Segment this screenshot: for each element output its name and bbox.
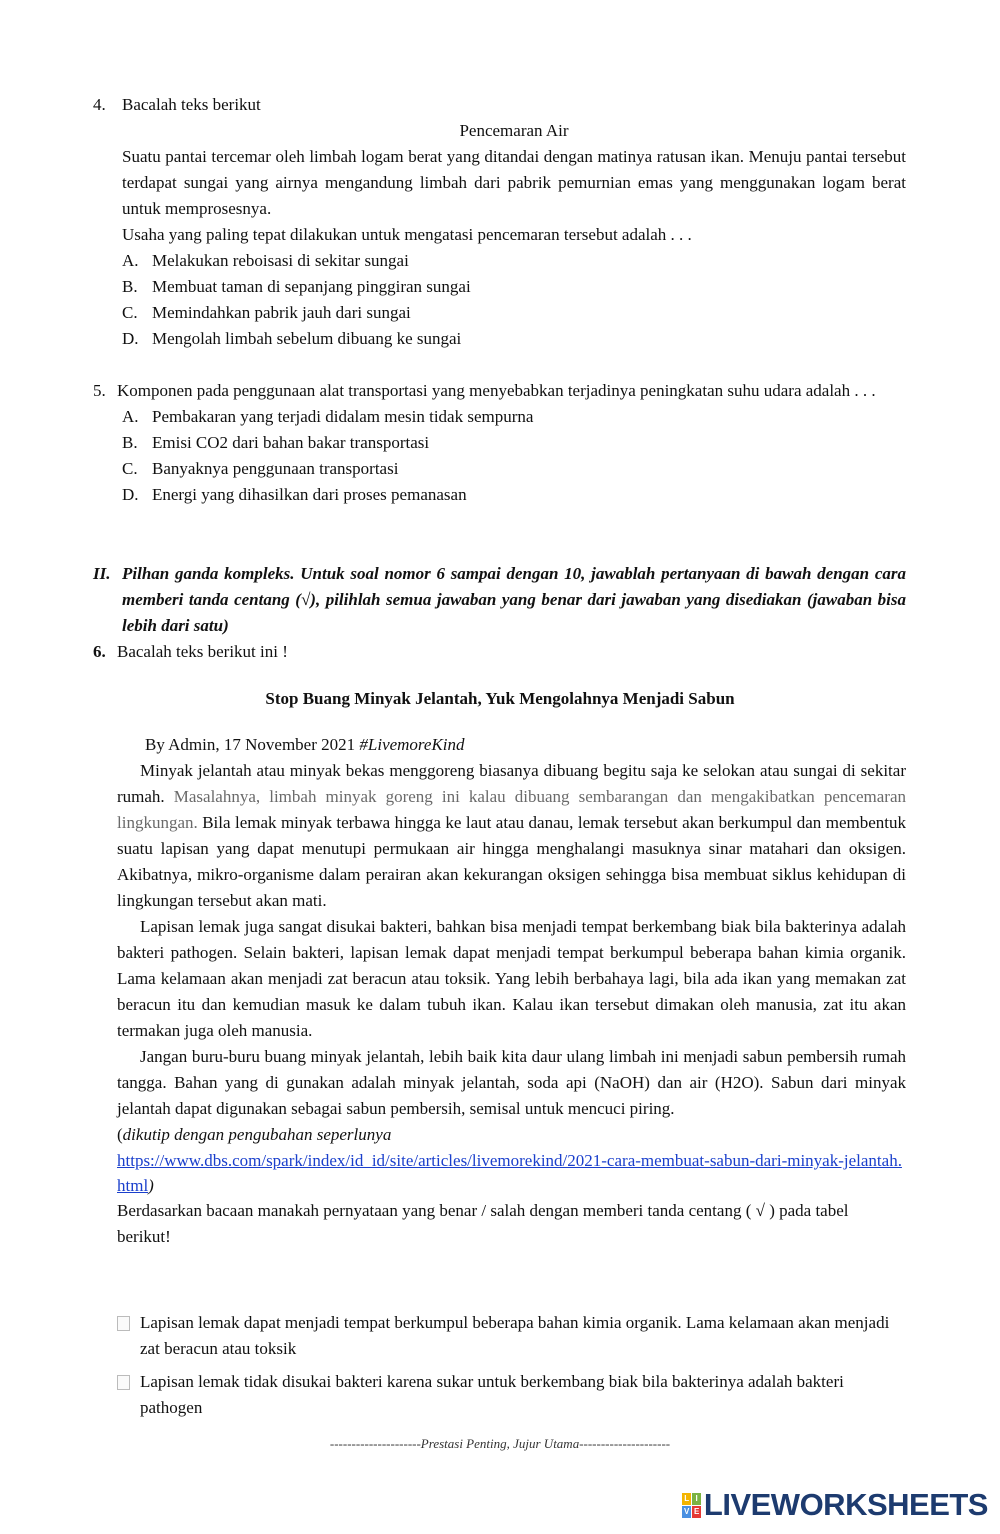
- option-text: Energi yang dihasilkan dari proses pemanasan: [152, 485, 467, 504]
- statement-text: Lapisan lemak tidak disukai bakteri karena sukar untuk berkembang biak bila bakterinya adalah bakteri pathogen: [140, 1372, 844, 1417]
- source-note: [117, 1122, 906, 1148]
- statement-list: [0, 1310, 1000, 1421]
- checkbox[interactable]: [117, 1316, 130, 1331]
- option-letter: B.: [122, 433, 138, 452]
- passage-text: Suatu pantai tercemar oleh limbah logam berat yang ditandai dengan matinya ratusan ikan. Menuju pantai tersebut terdapat sungai yang airnya mengandung limbah dari pabrik pemurnian emas yang menggunakan logam berat untuk memprosesnya.: [122, 147, 906, 218]
- footer-motto: ---------------------Prestasi Penting, Jujur Utama---------------------: [329, 1436, 671, 1451]
- question-text: Usaha yang paling tepat dilakukan untuk mengatasi pencemaran tersebut adalah . . .: [122, 225, 692, 244]
- source-link-row: [117, 1148, 906, 1198]
- option-letter: A.: [122, 407, 139, 426]
- liveworksheets-logo: [682, 1487, 988, 1522]
- option-b: [122, 430, 1000, 456]
- option-d: [122, 482, 1000, 508]
- paren: ): [148, 1176, 154, 1195]
- option-letter: D.: [122, 329, 139, 348]
- statement-text: Lapisan lemak dapat menjadi tempat berkumpul beberapa bahan kimia organik. Lama kelamaan akan menjadi zat beracun atau toksik: [140, 1313, 890, 1358]
- source-link[interactable]: https://www.dbs.com/spark/index/id_id/site/articles/livemorekind/2021-cara-membuat-sabun-dari-minyak-jelantah.html: [117, 1151, 902, 1195]
- option-letter: D.: [122, 485, 139, 504]
- option-text: Melakukan reboisasi di sekitar sungai: [152, 251, 409, 270]
- section-number: II.: [93, 564, 111, 583]
- paragraph-text-grey: Masalahnya, limbah minyak goreng ini kalau dibuang sembarangan dan mengakibatkan pencemaran lingkungan.: [117, 787, 906, 832]
- paragraph-3: Jangan buru-buru buang minyak jelantah, lebih baik kita daur ulang limbah ini menjadi sabun pembersih rumah tangga. Bahan yang di gunakan adalah minyak jelantah, soda api (NaOH) dan air (H2O). Sabun dari minyak jelantah dapat digunakan sebagai sabun pembersih, semisal untuk mencuci piring.: [117, 1047, 906, 1118]
- section-instructions: Pilhan ganda kompleks. Untuk soal nomor 6 sampai dengan 10, jawablah pertanyaan di bawah dengan cara memberi tanda centang (√), pilihlah semua jawaban yang benar dari jawaban yang disediakan (jawaban bisa lebih dari satu): [122, 564, 906, 635]
- option-letter: B.: [122, 277, 138, 296]
- question-instruction: Bacalah teks berikut: [122, 95, 261, 114]
- article-body: [0, 758, 1000, 1250]
- question-instruction: Bacalah teks berikut ini !: [117, 642, 288, 661]
- passage-title: Pencemaran Air: [459, 121, 569, 140]
- option-text: Membuat taman di sepanjang pinggiran sungai: [152, 277, 471, 296]
- option-letter: C.: [122, 303, 138, 322]
- option-letter: A.: [122, 251, 139, 270]
- option-text: Memindahkan pabrik jauh dari sungai: [152, 303, 411, 322]
- question-number: 5.: [93, 381, 106, 400]
- option-text: Pembakaran yang terjadi didalam mesin tidak sempurna: [152, 407, 534, 426]
- byline-tag: #LivemoreKind: [359, 735, 465, 754]
- article-title: [0, 686, 1000, 712]
- paren: (: [117, 1125, 123, 1144]
- option-text: Emisi CO2 dari bahan bakar transportasi: [152, 433, 430, 452]
- option-c: [122, 300, 1000, 326]
- option-a: [122, 404, 1000, 430]
- paragraph-2: Lapisan lemak juga sangat disukai bakteri, bahkan bisa menjadi tempat berkembang biak bila bakterinya adalah bakteri pathogen. Selain bakteri, lapisan lemak dapat menjadi tempat berkumpul beberapa bahan kimia organik. Lama kelamaan akan menjadi zat beracun atau toksik. Yang lebih berbahaya lagi, bila ada ikan yang memakan zat beracun itu dan kemudian masuk ke dalam tubuh ikan. Kalau ikan tersebut dimakan oleh manusia, zat itu akan termakan juga oleh manusia.: [117, 917, 906, 1040]
- question-4: [0, 92, 1000, 352]
- question-text: Komponen pada penggunaan alat transportasi yang menyebabkan terjadinya peningkatan suhu udara adalah . . .: [117, 381, 876, 400]
- question-number: 6.: [93, 642, 106, 661]
- logo-text: LIVEWORKSHEETS: [703, 1487, 988, 1522]
- option-letter: C.: [122, 459, 138, 478]
- byline: [0, 732, 1000, 758]
- option-a: [122, 248, 1000, 274]
- question-number: 4.: [93, 95, 106, 114]
- question-5: [0, 378, 1000, 508]
- statement-prompt: Berdasarkan bacaan manakah pernyataan yang benar / salah dengan memberi tanda centang ( √ ) pada tabel berikut!: [117, 1201, 849, 1246]
- statement-item: [117, 1310, 906, 1362]
- paragraph-text: Minyak jelantah atau minyak bekas menggoreng biasanya dibuang begitu saja ke selokan atau sungai di sekitar rumah.: [117, 761, 906, 806]
- option-d: [122, 326, 1000, 352]
- statement-item: [117, 1369, 906, 1421]
- checkbox[interactable]: [117, 1375, 130, 1390]
- option-b: [122, 274, 1000, 300]
- option-c: [122, 456, 1000, 482]
- paragraph-text: Bila lemak minyak terbawa hingga ke laut atau danau, lemak tersebut akan berkumpul dan membentuk suatu lapisan yang dapat menutupi permukaan air hingga menghalangi masuknya sinar matahari dan oksigen. Akibatnya, mikro-organisme dalam perairan akan kekurangan oksigen sehingga bisa membuat siklus kehidupan di lingkungan tersebut akan mati.: [117, 813, 906, 910]
- section-2: [0, 561, 1000, 665]
- option-text: Mengolah limbah sebelum dibuang ke sungai: [152, 329, 462, 348]
- option-text: Banyaknya penggunaan transportasi: [152, 459, 399, 478]
- paragraph-1: [117, 758, 906, 914]
- article-title-text: Stop Buang Minyak Jelantah, Yuk Mengolahnya Menjadi Sabun: [265, 689, 735, 708]
- logo-tiles-icon: L I V E: [682, 1493, 701, 1518]
- source-note-text: dikutip dengan pengubahan seperlunya: [122, 1125, 392, 1144]
- byline-text: By Admin, 17 November 2021: [145, 735, 360, 754]
